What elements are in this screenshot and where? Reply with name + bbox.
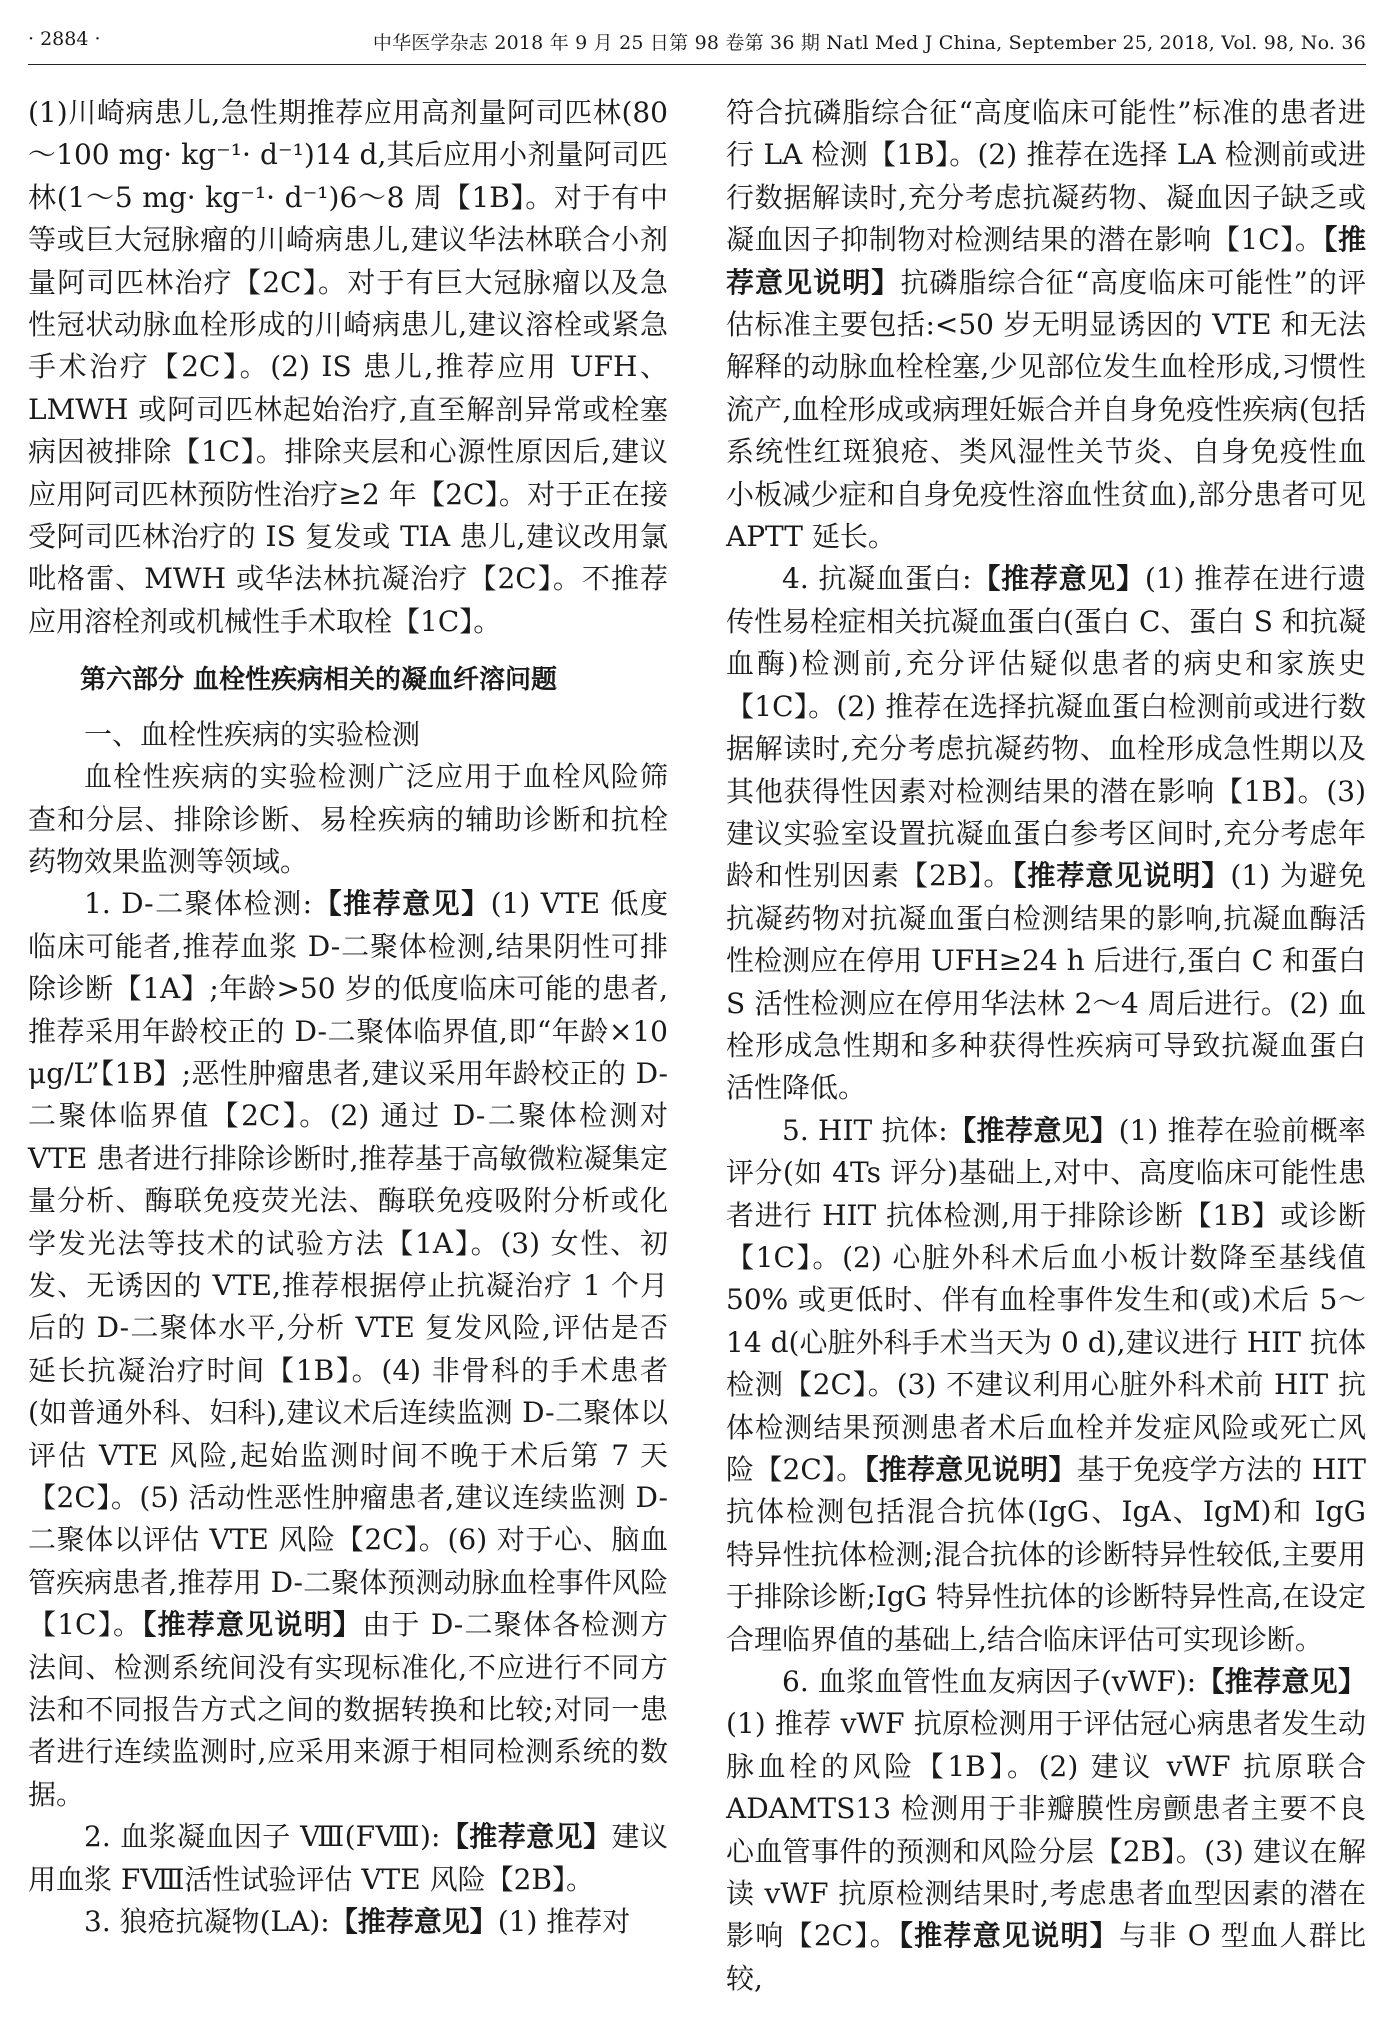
page-header: [28, 14, 1366, 65]
item-heading: 3. 狼疮抗凝物(LA):: [84, 1905, 330, 1939]
section-title: 第六部分 血栓性疾病相关的凝血纤溶问题: [80, 665, 558, 696]
paragraph: 血栓性疾病的实验检测广泛应用于血栓风险筛查和分层、排除诊断、易栓疾病的辅助诊断和抗栓药物效果监测等领域。: [28, 760, 668, 878]
item-la: [28, 1901, 668, 1943]
item-anticoagulant-proteins: [726, 558, 1366, 1109]
explanation-label: 【推荐意见说明】: [1012, 859, 1231, 893]
item-la-continued: [726, 92, 1366, 558]
item-d-dimer: [28, 883, 668, 1816]
item-text: (1) 为避免抗凝药物对抗凝血蛋白检测结果的影响,抗凝血酶活性检测应在停用 UFH≥24 h 后进行,蛋白 C 和蛋白 S 活性检测应在停用华法林 2～4 周后进行。(2) 血栓形成急性期和多种获得性疾病可导致抗凝血蛋白活性降低。: [726, 859, 1366, 1105]
page-number: · 2884 ·: [28, 28, 101, 50]
item-vwf: [726, 1661, 1366, 2000]
item-text: (1) 推荐对: [497, 1905, 631, 1939]
recommendation-label: 【推荐意见】: [1196, 1665, 1366, 1699]
explanation-label: 【推荐意见说明】: [726, 223, 1366, 299]
item-text: 抗磷脂综合征“高度临床可能性”的评估标准主要包括:<50 岁无明显诱因的 VTE 和无法解释的动脉血栓栓塞,少见部位发生血栓形成,习惯性流产,血栓形成或病理妊娠合并自身免疫性疾病(包括系统性红斑狼疮、类风湿性关节炎、自身免疫性血小板减少症和自身免疫性溶血性贫血),部分患者可见 APTT 延长。: [726, 265, 1366, 554]
recommendation-label: 【推荐意见】: [329, 1905, 498, 1939]
item-text: 由于 D-二聚体各检测方法间、检测系统间没有实现标准化,不应进行不同方法和不同报告方式之间的数据转换和比较;对同一患者进行连续监测时,应采用来源于相同检测系统的数据。: [28, 1608, 668, 1811]
item-text: 符合抗磷脂综合征“高度临床可能性”标准的患者进行 LA 检测【1B】。(2) 推荐在选择 LA 检测前或进行数据解读时,充分考虑抗凝药物、凝血因子缺乏或凝血因子抑制物对检测结果的潜在影响【1C】。: [726, 96, 1366, 257]
paragraph: (1)川崎病患儿,急性期推荐应用高剂量阿司匹林(80～100 mg· kg⁻¹· d⁻¹)14 d,其后应用小剂量阿司匹林(1～5 mg· kg⁻¹· d⁻¹)6～8 周【1B】。对于有中等或巨大冠脉瘤的川崎病患儿,建议华法林联合小剂量阿司匹林治疗【2C】。对于有巨大冠脉瘤以及急性冠状动脉血栓形成的川崎病患儿,建议溶栓或紧急手术治疗【2C】。(2) IS 患儿,推荐应用 UFH、LMWH 或阿司匹林起始治疗,直至解剖异常或栓塞病因被排除【1C】。排除夹层和心源性原因后,建议应用阿司匹林预防性治疗≥2 年【2C】。对于正在接受阿司匹林治疗的 IS 复发或 TIA 患儿,建议改用氯吡格雷、MWH 或华法林抗凝治疗【2C】。不推荐应用溶栓剂或机械性手术取栓【1C】。: [28, 96, 668, 638]
item-heading: 6. 血浆血管性血友病因子(vWF):: [782, 1665, 1197, 1699]
item-heading: 5. HIT 抗体:: [782, 1113, 948, 1147]
item-heading: 1. D-二聚体检测:: [84, 887, 313, 921]
item-heading: 4. 抗凝血蛋白:: [782, 562, 972, 596]
explanation-label: 【推荐意见说明】: [142, 1608, 363, 1642]
item-heading: 2. 血浆凝血因子 Ⅷ(FⅧ):: [84, 1820, 441, 1854]
journal-citation: 中华医学杂志 2018 年 9 月 25 日第 98 卷第 36 期 Natl Med J China, September 25, 2018, Vol. 98, No. 36: [372, 32, 1366, 54]
item-text: (1) 推荐在验前概率评分(如 4Ts 评分)基础上,对中、高度临床可能性患者进行 HIT 抗体检测,用于排除诊断【1B】或诊断【1C】。(2) 心脏外科术后血小板计数降至基线值 50% 或更低时、伴有血栓事件发生和(或)术后 5～14 d(心脏外科手术当天为 0 d),建议进行 HIT 抗体检测【2C】。(3) 不建议利用心脏外科术前 HIT 抗体检测结果预测患者术后血栓并发症风险或死亡风险【2C】。: [726, 1113, 1366, 1486]
recommendation-label: 【推荐意见】: [440, 1820, 612, 1854]
explanation-label: 【推荐意见说明】: [864, 1453, 1077, 1486]
recommendation-label: 【推荐意见】: [971, 562, 1145, 596]
recommendation-label: 【推荐意见】: [947, 1113, 1119, 1147]
right-column: [726, 92, 1366, 2000]
left-column: [28, 92, 668, 1943]
item-text: (1) VTE 低度临床可能者,推荐血浆 D-二聚体检测,结果阴性可排除诊断【1A】;年龄>50 岁的低度临床可能的患者,推荐采用年龄校正的 D-二聚体临界值,即“年龄×10 μg/L”【1B】;恶性肿瘤患者,建议采用年龄校正的 D-二聚体临界值【2C】。(2) 通过 D-二聚体检测对 VTE 患者进行排除诊断时,推荐基于高敏微粒凝集定量分析、酶联免疫荧光法、酶联免疫吸附分析或化学发光法等技术的试验方法【1A】。(3) 女性、初发、无诱因的 VTE,推荐根据停止抗凝治疗 1 个月后的 D-二聚体水平,分析 VTE 复发风险,评估是否延长抗凝治疗时间【1B】。(4) 非骨科的手术患者(如普通外科、妇科),建议术后连续监测 D-二聚体以评估 VTE 风险,起始监测时间不晚于术后第 7 天【2C】。(5) 活动性恶性肿瘤患者,建议连续监测 D-二聚体以评估 VTE 风险【2C】。(6) 对于心、脑血管疾病患者,推荐用 D-二聚体预测动脉血栓事件风险【1C】。: [28, 887, 668, 1642]
item-hit-antibody: [726, 1110, 1366, 1661]
explanation-label: 【推荐意见说明】: [898, 1919, 1120, 1953]
item-text: (1) 推荐在进行遗传性易栓症相关抗凝血蛋白(蛋白 C、蛋白 S 和抗凝血酶)检测前,充分评估疑似患者的病史和家族史【1C】。(2) 推荐在选择抗凝血蛋白检测前或进行数据解读时,充分考虑抗凝药物、血栓形成急性期以及其他获得性因素对检测结果的潜在影响【1B】。(3) 建议实验室设置抗凝血蛋白参考区间时,充分考虑年龄和性别因素【2B】。: [726, 562, 1366, 893]
subsection-title: 一、血栓性疾病的实验检测: [84, 717, 421, 751]
item-text: 基于免疫学方法的 HIT 抗体检测包括混合抗体(IgG、IgA、IgM)和 IgG 特异性抗体检测;混合抗体的诊断特异性较低,主要用于排除诊断;IgG 特异性抗体的诊断特异性高,在设定合理临界值的基础上,结合临床评估可实现诊断。: [726, 1453, 1366, 1656]
recommendation-label: 【推荐意见】: [312, 887, 491, 921]
item-text: 建议用血浆 FⅧ活性试验评估 VTE 风险【2B】。: [28, 1820, 668, 1896]
item-text: (1) 推荐 vWF 抗原检测用于评估冠心病患者发生动脉血栓的风险【1B】。(2) 建议 vWF 抗原联合 ADAMTS13 检测用于非瓣膜性房颤患者主要不良心血管事件的预测和风险分层【2B】。(3) 建议在解读 vWF 抗原检测结果时,考虑患者血型因素的潜在影响【2C】。: [726, 1707, 1366, 1953]
item-text: 与非 O 型血人群比较,: [726, 1919, 1366, 1995]
item-fviii: [28, 1816, 668, 1901]
